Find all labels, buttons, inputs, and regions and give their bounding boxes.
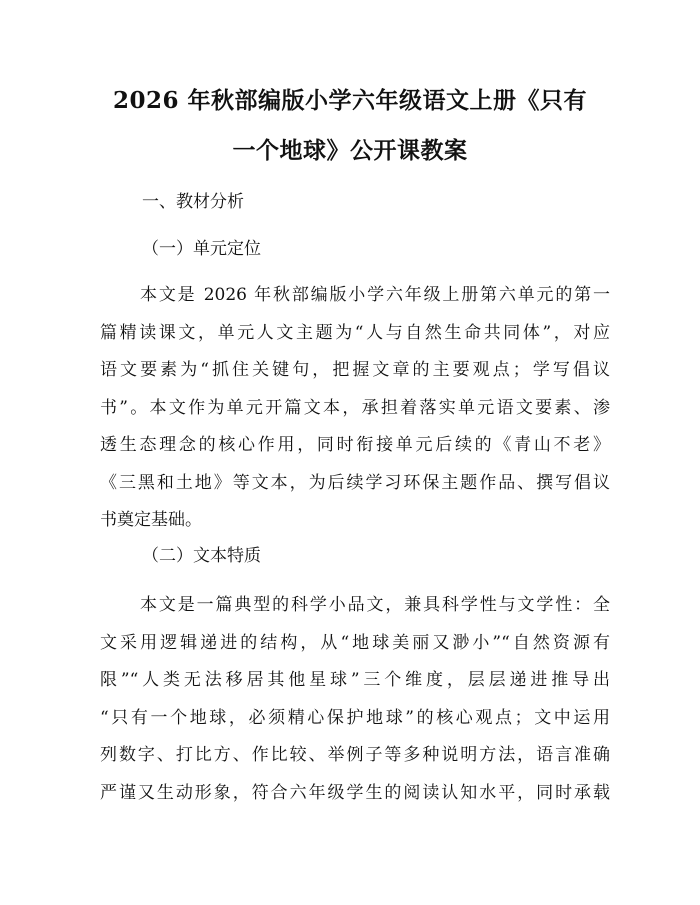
paragraph-line: 限”“人类无法移居其他星球”三个维度，层层递进推导出 bbox=[100, 670, 610, 690]
document-title-line-1: 2026 年秋部编版小学六年级语文上册《只有 bbox=[112, 87, 588, 114]
document-title-line-2: 一个地球》公开课教案 bbox=[232, 137, 468, 164]
subsection-heading-text-characteristics: （二）文本特质 bbox=[142, 546, 261, 566]
paragraph-line: 书奠定基础。 bbox=[100, 510, 202, 530]
paragraph-line: 《三黑和土地》等文本，为后续学习环保主题作品、撰写倡议 bbox=[100, 472, 610, 493]
paragraph-line: 透生态理念的核心作用，同时衔接单元后续的《青山不老》 bbox=[100, 435, 610, 455]
paragraph-text-characteristics bbox=[100, 587, 610, 812]
paragraph-line: 篇精读课文，单元人文主题为“人与自然生命共同体”，对应 bbox=[100, 322, 610, 343]
paragraph-line: 本文是 2026 年秋部编版小学六年级上册第六单元的第一 bbox=[140, 285, 610, 305]
paragraph-line: 本文是一篇典型的科学小品文，兼具科学性与文学性：全 bbox=[140, 595, 610, 615]
paragraph-line: “只有一个地球，必须精心保护地球”的核心观点；文中运用 bbox=[100, 707, 610, 728]
paragraph-line: 语文要素为“抓住关键句，把握文章的主要观点；学写倡议 bbox=[100, 360, 610, 380]
paragraph-line: 严谨又生动形象，符合六年级学生的阅读认知水平，同时承载 bbox=[100, 782, 610, 803]
paragraph-line: 书”。本文作为单元开篇文本，承担着落实单元语文要素、渗 bbox=[100, 397, 610, 418]
paragraph-unit-positioning bbox=[100, 277, 610, 540]
section-heading-teaching-material-analysis: 一、教材分析 bbox=[142, 192, 244, 212]
paragraph-line: 文采用逻辑递进的结构，从“地球美丽又渺小”“自然资源有 bbox=[100, 632, 610, 653]
subsection-heading-unit-positioning: （一）单元定位 bbox=[142, 239, 261, 259]
paragraph-line: 列数字、打比方、作比较、举例子等多种说明方法，语言准确 bbox=[100, 745, 610, 765]
